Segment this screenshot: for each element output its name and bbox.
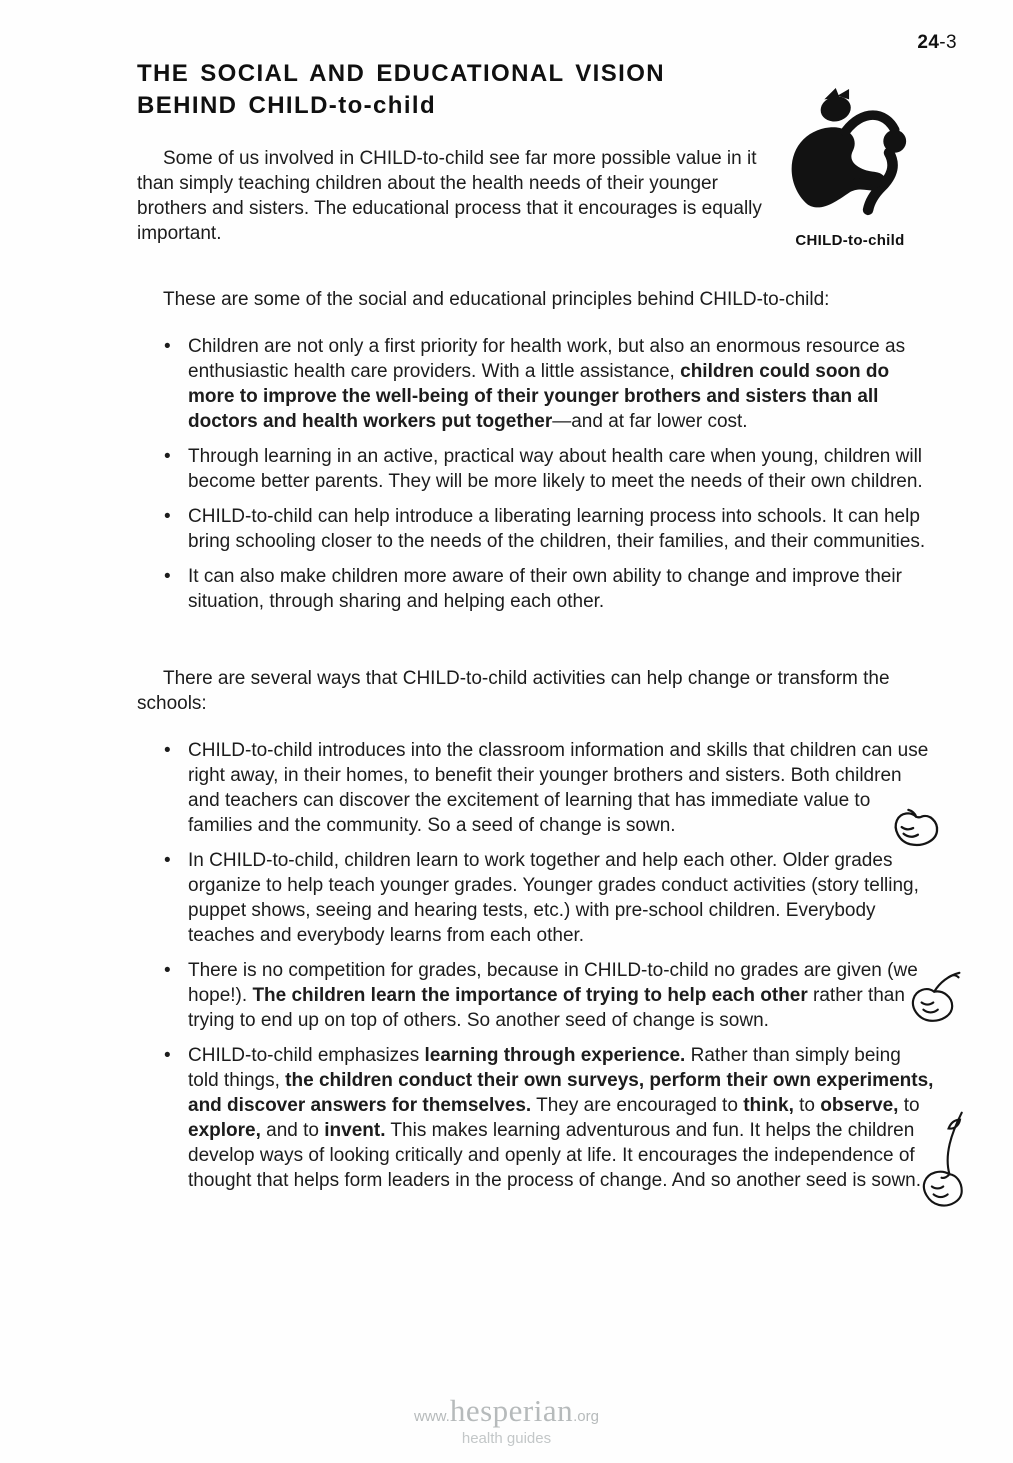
page-number-chapter: 24 <box>917 32 940 53</box>
child-to-child-logo <box>765 88 935 253</box>
cherry-doodle-icon <box>909 970 963 1033</box>
list-item-text: CHILD-to-child emphasizes learning through experience. Rather than simply being told things, the children conduct their own surveys, perform their own experiments, and discover answers for themselves. They are encouraged to think, to observe, to explore, and to invent. This makes learning adventurous and fun. It helps the children develop ways of looking critically and openly at life. It encourages the independence of thought that helps form leaders in the process of change. And so another seed is sown. <box>188 1045 934 1191</box>
page-title-line1: THE SOCIAL AND EDUCATIONAL VISION <box>137 60 666 87</box>
section2-lead: There are several ways that CHILD-to-child activities can help change or transform the schools: <box>137 668 890 714</box>
apple-long-stem-doodle-icon <box>909 1109 967 1220</box>
publisher-url <box>0 1393 1013 1429</box>
intro-paragraph: Some of us involved in CHILD-to-child see far more possible value in it than simply teaching children about the health needs of their younger brothers and sisters. The educational process that it encourages is equally important. <box>137 148 762 244</box>
list-item-text: There is no competition for grades, because in CHILD-to-child no grades are given (we hope!). The children learn the importance of trying to help each other rather than trying to end up on top of others. So another seed of change is sown. <box>188 960 918 1031</box>
logo-caption: CHILD-to-child <box>795 232 905 249</box>
list-item: • CHILD-to-child can help introduce a liberating learning process into schools. It can help bring schooling closer to the needs of the children, their families, and their communities. <box>188 504 935 554</box>
school-change-list <box>137 738 935 1193</box>
list-item: • Through learning in an active, practical way about health care when young, children will become better parents. They will be more likely to meet the needs of their own children. <box>188 444 935 494</box>
list-item-text: In CHILD-to-child, children learn to work together and help each other. Older grades organize to help teach younger grades. Younger grades conduct activities (story telling, puppet shows, seeing and hearing tests, etc.) with pre-school children. Everybody teaches and everybody learns from each other. <box>188 850 919 946</box>
principles-list <box>137 334 935 614</box>
list-item <box>188 1043 935 1193</box>
page-number <box>917 30 957 55</box>
list-item: • It can also make children more aware of their own ability to change and improve their situation, through sharing and helping each other. <box>188 564 935 614</box>
url-suffix: .org <box>573 1408 599 1425</box>
publisher-tagline: health guides <box>461 1430 552 1447</box>
adult-swinging-child-icon <box>765 88 935 226</box>
publisher-watermark <box>0 1393 1013 1451</box>
list-item: • Children are not only a first priority for health work, but also an enormous resource as enthusiastic health care providers. With a little assistance, children could soon do more to improve the well-being of their younger brothers and sisters than all doctors and health workers put together—and at far lower cost. <box>188 334 935 434</box>
list-item-text: CHILD-to-child introduces into the classroom information and skills that children can use right away, in their homes, to benefit their younger brothers and sisters. Both children and teachers can discover the excitement of learning that has immediate value to families and the community. So a seed of change is sown. <box>188 740 929 836</box>
section1-lead: These are some of the social and educational principles behind CHILD-to-child: <box>163 289 830 310</box>
page-title-line2: BEHIND CHILD-to-child <box>137 92 437 119</box>
list-item <box>188 958 935 1033</box>
url-main: hesperian <box>449 1393 574 1428</box>
url-prefix: www. <box>414 1408 450 1425</box>
page-number-suffix: -3 <box>939 32 957 53</box>
list-item <box>188 848 935 948</box>
list-item <box>188 738 935 838</box>
intro-section <box>137 146 935 253</box>
